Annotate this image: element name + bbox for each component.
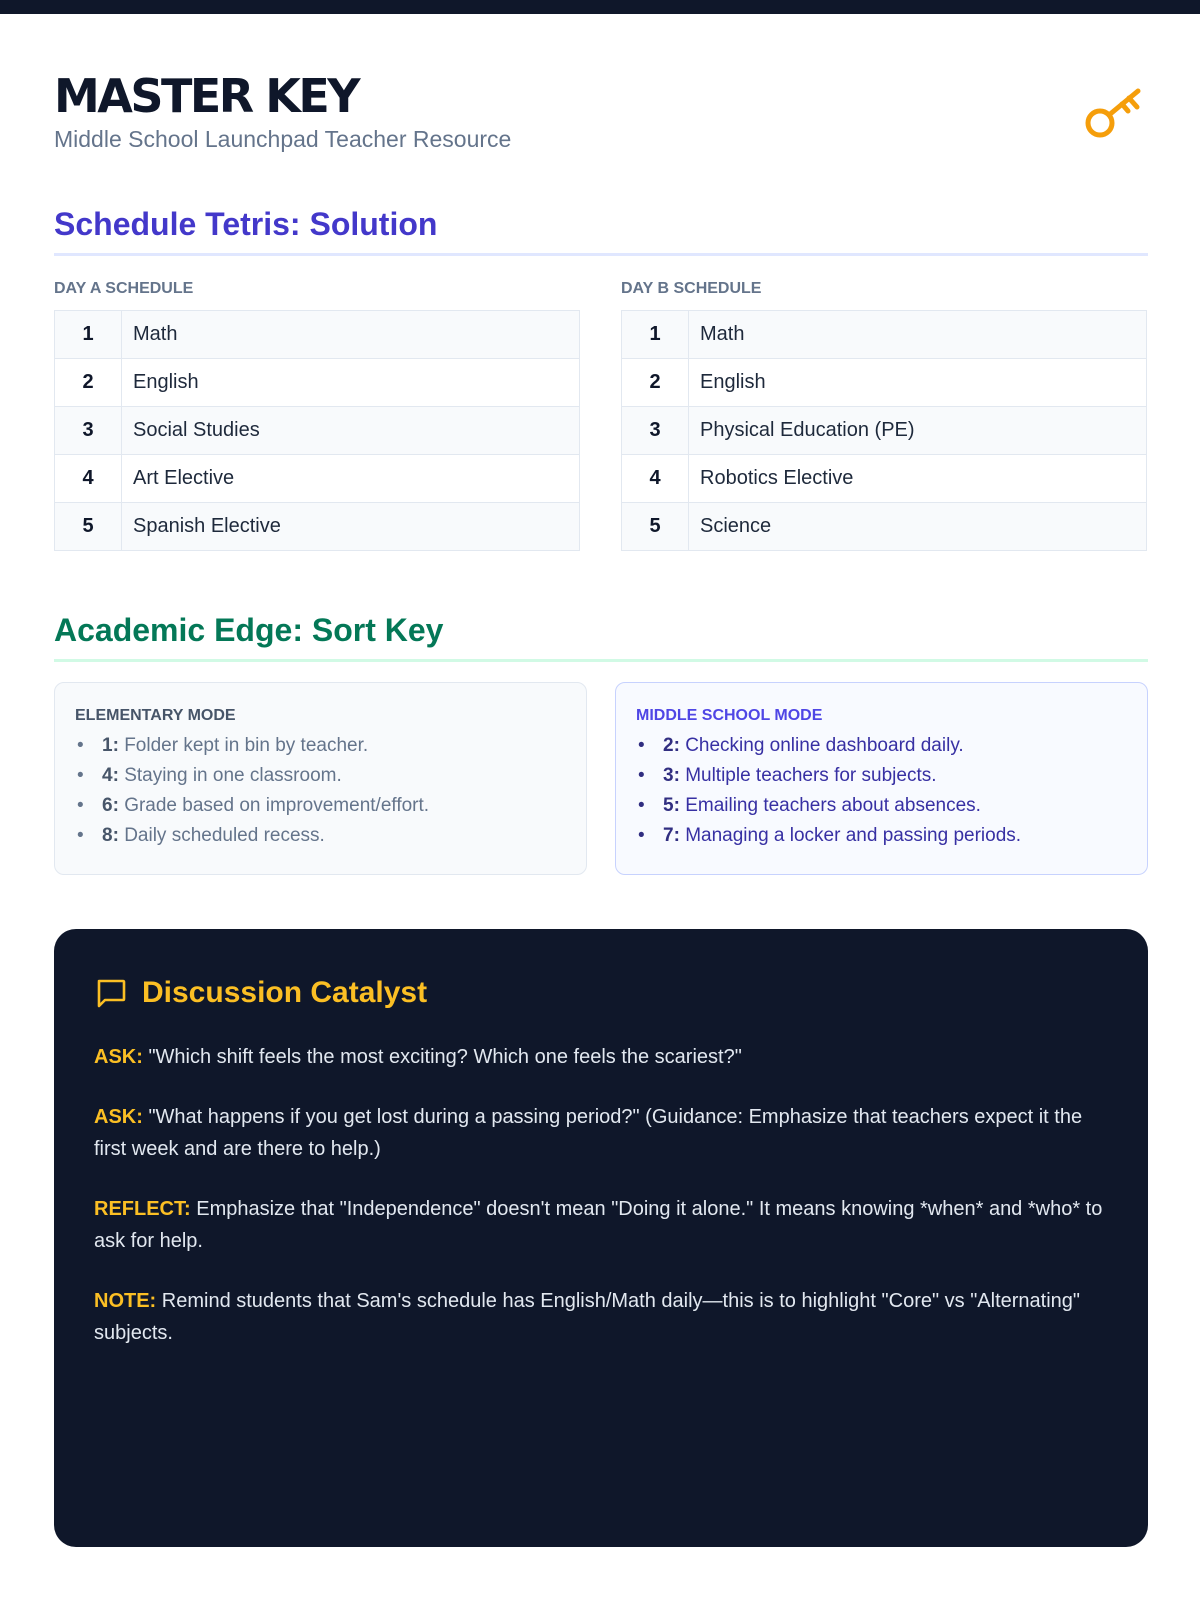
schedule-section-title: Schedule Tetris: Solution	[54, 206, 438, 242]
list-item	[636, 791, 1127, 821]
item-number: 6:	[102, 795, 119, 816]
table-row	[622, 455, 1147, 503]
item-number: 7:	[663, 825, 680, 846]
section-divider	[54, 253, 1148, 256]
discussion-tag: ASK:	[94, 1106, 143, 1128]
discussion-catalyst-panel	[54, 929, 1148, 1547]
discussion-item	[94, 1101, 1108, 1165]
period-number: 3	[622, 407, 689, 455]
table-row	[622, 311, 1147, 359]
period-number: 2	[55, 359, 122, 407]
discussion-tag: NOTE:	[94, 1290, 157, 1312]
discussion-item	[94, 1285, 1108, 1349]
day-a-schedule	[54, 278, 580, 551]
subject-cell: Spanish Elective	[122, 503, 580, 551]
item-number: 8:	[102, 825, 119, 846]
item-text: Grade based on improvement/effort.	[124, 795, 430, 816]
discussion-text: Remind students that Sam's schedule has English/Math daily—this is to highlight "Core" vs "Alternating" subjects.	[94, 1290, 1081, 1344]
list-item	[75, 821, 566, 851]
item-text: Emailing teachers about absences.	[685, 795, 981, 816]
section-divider	[54, 659, 1148, 662]
item-number: 3:	[663, 765, 680, 786]
item-text: Managing a locker and passing periods.	[685, 825, 1022, 846]
list-item	[636, 761, 1127, 791]
day-a-label: DAY A SCHEDULE	[54, 280, 194, 297]
list-item	[75, 761, 566, 791]
table-row	[55, 407, 580, 455]
item-number: 1:	[102, 735, 119, 756]
sort-section-title: Academic Edge: Sort Key	[54, 612, 444, 648]
subject-cell: English	[689, 359, 1147, 407]
discussion-text: Emphasize that "Independence" doesn't mean "Doing it alone." It means knowing *when* and *who* to ask for help.	[94, 1198, 1103, 1252]
middle-school-mode-label: MIDDLE SCHOOL MODE	[636, 707, 823, 724]
discussion-title: Discussion Catalyst	[142, 976, 428, 1009]
period-number: 4	[55, 455, 122, 503]
subject-cell: Physical Education (PE)	[689, 407, 1147, 455]
subject-cell: Social Studies	[122, 407, 580, 455]
subject-cell: Science	[689, 503, 1147, 551]
table-row	[55, 503, 580, 551]
key-icon	[1084, 82, 1148, 146]
list-item	[75, 791, 566, 821]
table-row	[55, 311, 580, 359]
subject-cell: Art Elective	[122, 455, 580, 503]
item-text: Daily scheduled recess.	[124, 825, 325, 846]
item-text: Multiple teachers for subjects.	[685, 765, 937, 786]
item-number: 2:	[663, 735, 680, 756]
table-row	[55, 359, 580, 407]
table-row	[55, 455, 580, 503]
day-a-table	[54, 310, 580, 551]
list-item	[75, 731, 566, 761]
item-number: 4:	[102, 765, 119, 786]
middle-school-list	[636, 731, 1127, 851]
top-bar	[0, 0, 1200, 14]
discussion-text: "Which shift feels the most exciting? Which one feels the scariest?"	[148, 1046, 742, 1068]
period-number: 5	[622, 503, 689, 551]
item-text: Folder kept in bin by teacher.	[124, 735, 369, 756]
discussion-tag: ASK:	[94, 1046, 143, 1068]
discussion-item	[94, 1041, 1108, 1073]
discussion-text: "What happens if you get lost during a passing period?" (Guidance: Emphasize that teachers expect it the first week and are there to help.)	[94, 1106, 1083, 1160]
item-number: 5:	[663, 795, 680, 816]
elementary-mode-card	[54, 682, 587, 875]
table-row	[622, 407, 1147, 455]
subject-cell: Math	[689, 311, 1147, 359]
item-text: Checking online dashboard daily.	[685, 735, 964, 756]
discussion-item	[94, 1193, 1108, 1257]
item-text: Staying in one classroom.	[124, 765, 342, 786]
page-title: MASTER KEY	[54, 69, 359, 123]
day-b-schedule	[621, 278, 1147, 551]
header	[54, 68, 1148, 168]
period-number: 5	[55, 503, 122, 551]
day-b-label: DAY B SCHEDULE	[621, 280, 762, 297]
list-item	[636, 821, 1127, 851]
list-item	[636, 731, 1127, 761]
elementary-mode-label: ELEMENTARY MODE	[75, 707, 236, 724]
subject-cell: Math	[122, 311, 580, 359]
period-number: 1	[55, 311, 122, 359]
day-b-table	[621, 310, 1147, 551]
discussion-tag: REFLECT:	[94, 1198, 191, 1220]
period-number: 3	[55, 407, 122, 455]
subject-cell: English	[122, 359, 580, 407]
subject-cell: Robotics Elective	[689, 455, 1147, 503]
period-number: 2	[622, 359, 689, 407]
period-number: 1	[622, 311, 689, 359]
middle-school-mode-card	[615, 682, 1148, 875]
table-row	[622, 503, 1147, 551]
table-row	[622, 359, 1147, 407]
page-subtitle: Middle School Launchpad Teacher Resource	[54, 126, 512, 152]
chat-bubble-icon	[94, 976, 128, 1010]
discussion-header	[94, 973, 1108, 1013]
period-number: 4	[622, 455, 689, 503]
elementary-list	[75, 731, 566, 851]
